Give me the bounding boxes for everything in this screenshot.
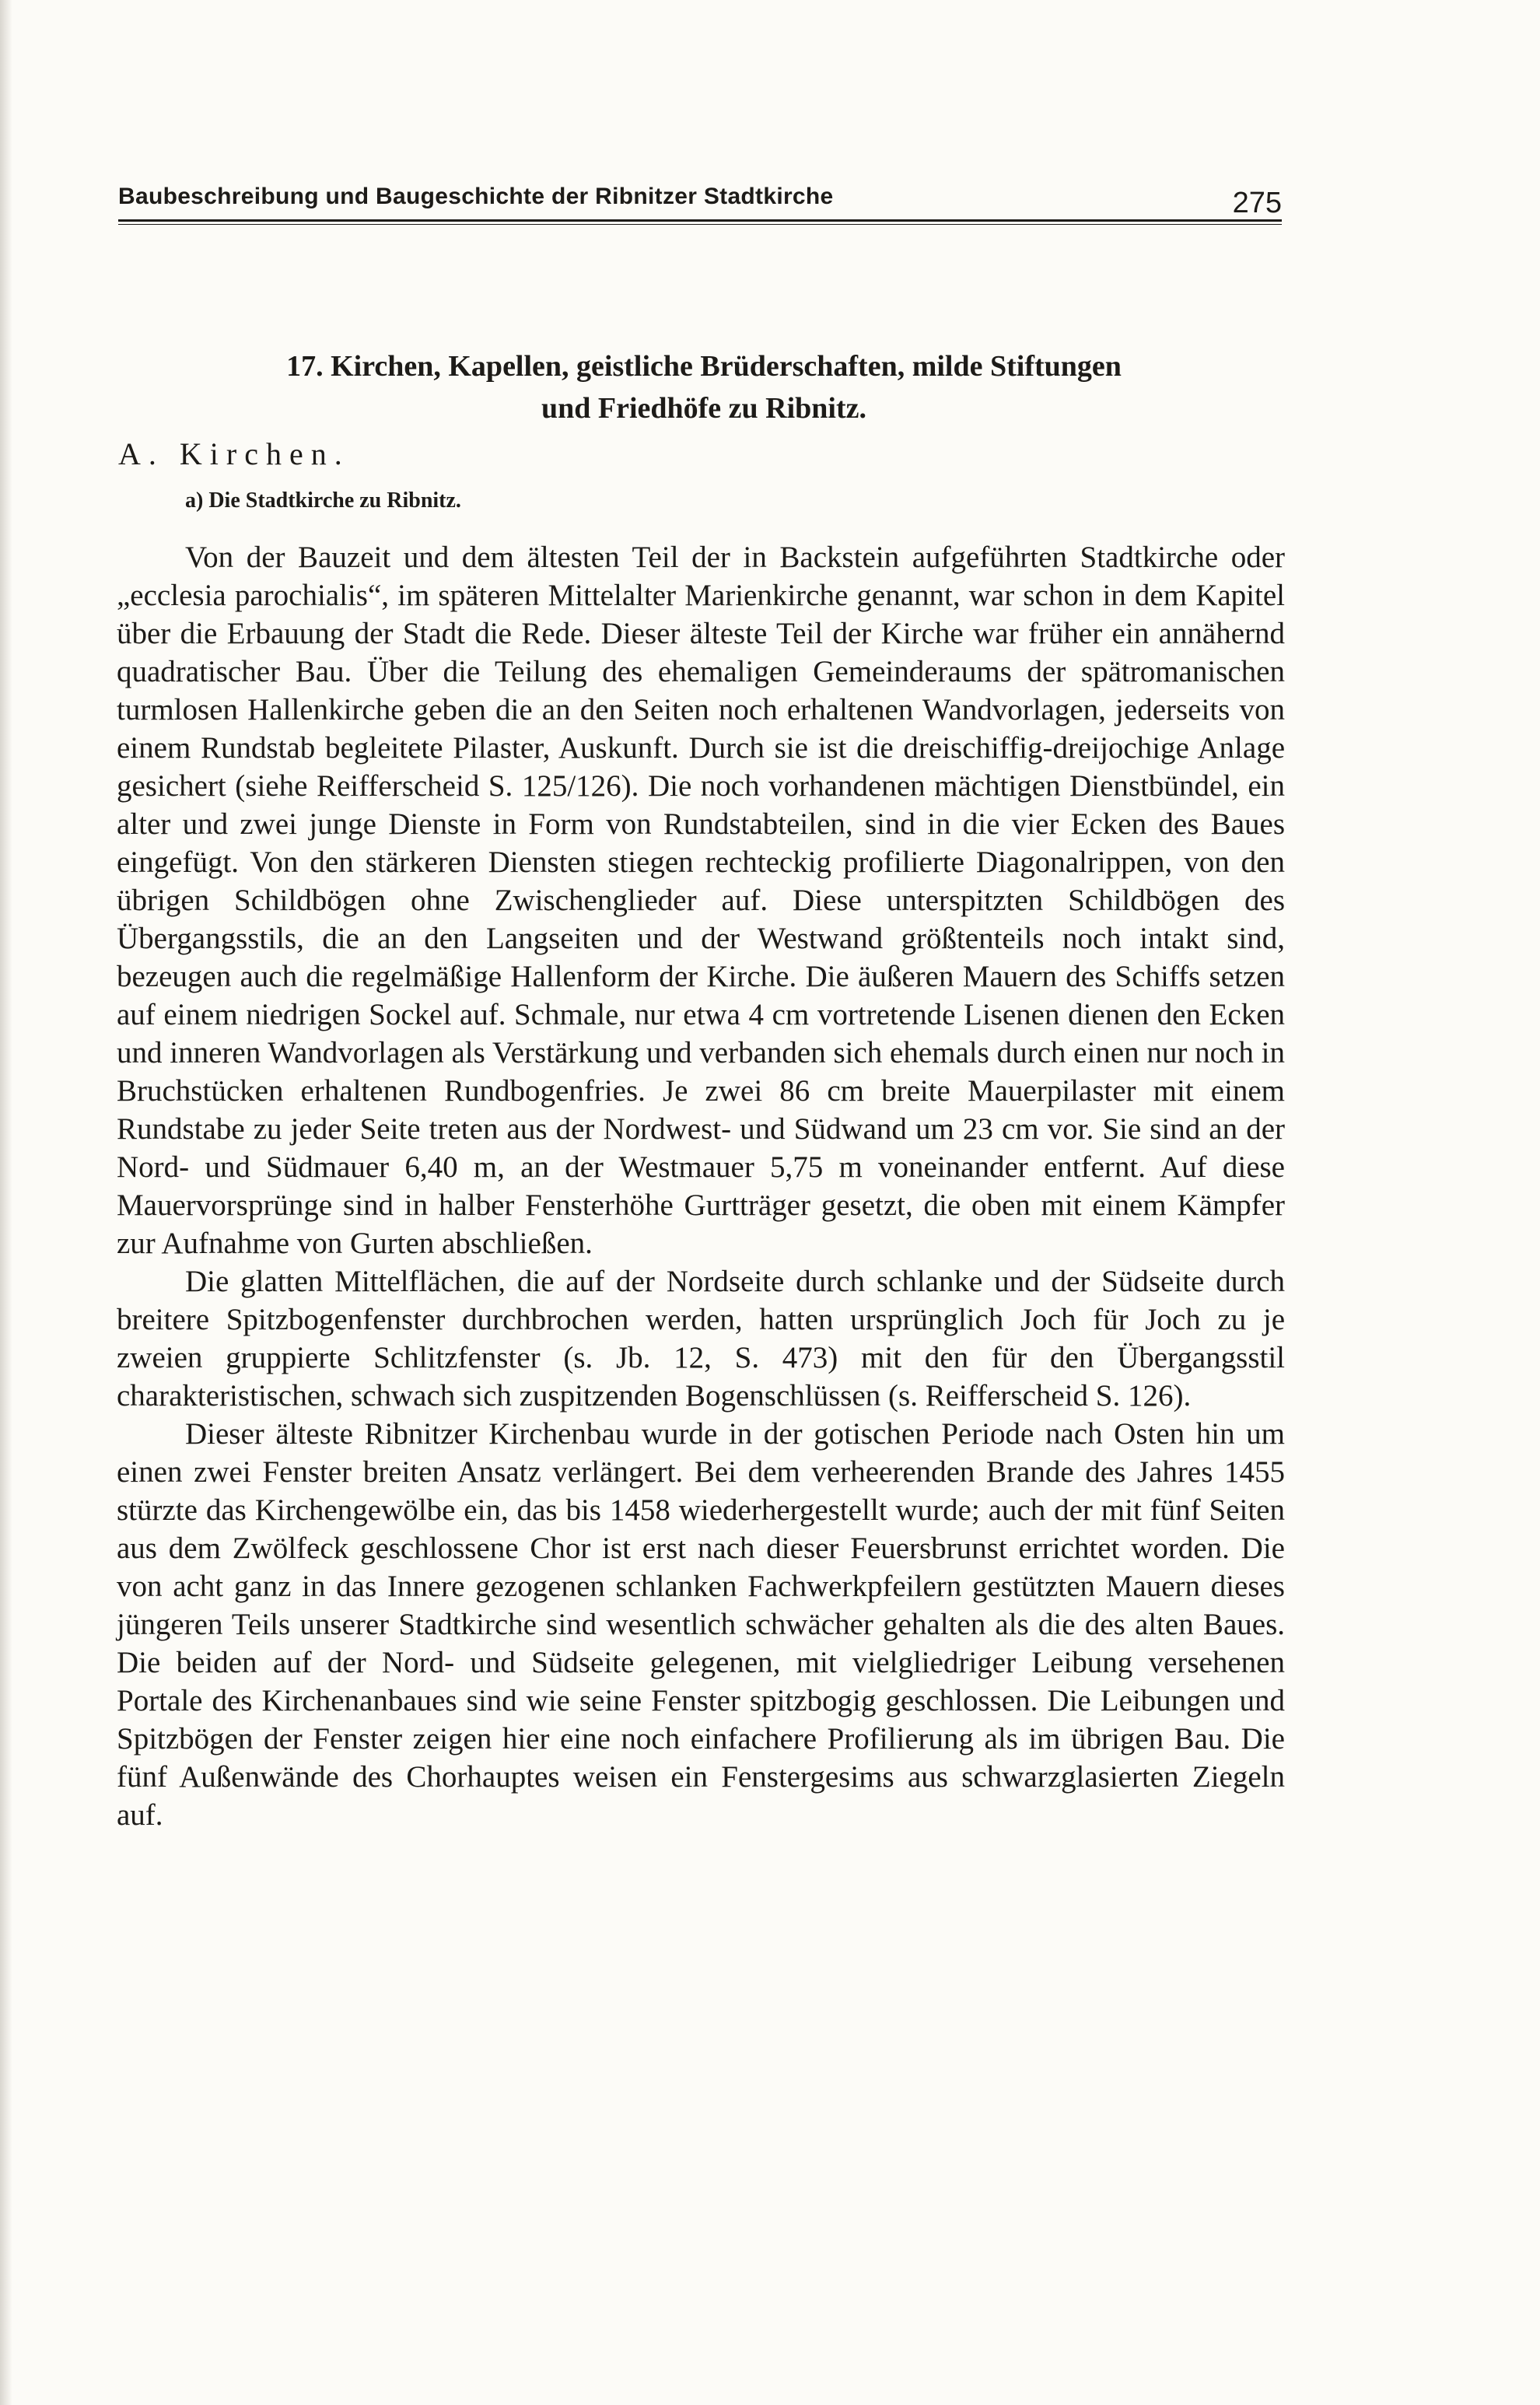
section-heading: A. Kirchen. (118, 436, 350, 471)
running-title: Baubeschreibung und Baugeschichte der Ribnitzer Stadtkirche (118, 184, 834, 209)
paragraph: Von der Bauzeit und dem ältesten Teil der in Backstein aufgeführten Stadtkirche oder „ecclesia parochialis“, im späteren Mittelalter Marienkirche genannt, war schon in dem Kapitel über die Erbauung der Stadt die Rede. Dieser älteste Teil der Kirche war früher ein annähernd quadratischer Bau. Über die Teilung des ehemaligen Gemeinderaums der spätromanischen turmlosen Hallenkirche geben die an den Seiten noch erhaltenen Wandvorlagen, jederseits von einem Rundstab begleitete Pilaster, Auskunft. Durch sie ist die dreischiffig-dreijochige Anlage gesichert (siehe Reifferscheid S. 125/126). Die noch vorhandenen mächtigen Dienstbündel, ein alter und zwei junge Dienste in Form von Rundstabteilen, sind in die vier Ecken des Baues eingefügt. Von den stärkeren Diensten stiegen rechteckig profilierte Diagonalrippen, von den übrigen Schildbögen ohne Zwischenglieder auf. Diese unterspitzten Schildbögen des Übergangsstils, die an den Langseiten und der Westwand größtenteils noch intakt sind, bezeugen auch die regelmäßige Hallenform der Kirche. Die äußeren Mauern des Schiffs setzen auf einem niedrigen Sockel auf. Schmale, nur etwa 4 cm vortretende Lisenen dienen den Ecken und inneren Wandvorlagen als Verstärkung und verbanden sich ehemals durch einen nur noch in Bruchstücken erhaltenen Rundbogenfries. Je zwei 86 cm breite Mauerpilaster mit einem Rundstabe zu jeder Seite treten aus der Nordwest- und Südwand um 23 cm vor. Sie sind an der Nord- und Südmauer 6,40 m, an der Westmauer 5,75 m voneinander entfernt. Auf diese Mauervorsprünge sind in halber Fensterhöhe Gurtträger gesetzt, die oben mit einem Kämpfer zur Aufnahme von Gurten abschließen. (117, 541, 1285, 1260)
body-text (117, 538, 1285, 1834)
header-rule (118, 219, 1282, 225)
chapter-title-line-1: 17. Kirchen, Kapellen, geistliche Brüderschaften, milde Stiftungen (286, 350, 1122, 383)
paragraph: Die glatten Mittelflächen, die auf der Nordseite durch schlanke und der Südseite durch breitere Spitzbogenfenster durchbrochen werden, hatten ursprünglich Joch für Joch zu je zweien gruppierte Schlitzfenster (s. Jb. 12, S. 473) mit den für den Übergangsstil charakteristischen, schwach sich zuspitzenden Bogenschlüssen (s. Reifferscheid S. 126). (117, 1265, 1285, 1413)
chapter-heading (163, 345, 1244, 429)
running-header (118, 176, 1282, 222)
chapter-title-line-2: und Friedhöfe zu Ribnitz. (541, 392, 867, 425)
paragraph: Dieser älteste Ribnitzer Kirchenbau wurde in der gotischen Periode nach Osten hin um einen zwei Fenster breiten Ansatz verlängert. Bei dem verheerenden Brande des Jahres 1455 stürzte das Kirchengewölbe ein, das bis 1458 wiederhergestellt wurde; auch der mit fünf Seiten aus dem Zwölfeck geschlossene Chor ist erst nach dieser Feuersbrunst errichtet worden. Die von acht ganz in das Innere gezogenen schlanken Fachwerkpfeilern gestützten Mauern dieses jüngeren Teils unserer Stadtkirche sind wesentlich schwächer gehalten als die des alten Baues. Die beiden auf der Nord- und Südseite gelegenen, mit vielgliedriger Leibung versehenen Portale des Kirchenanbaues sind wie seine Fenster spitzbogig geschlossen. Die Leibungen und Spitzbögen der Fenster zeigen hier eine noch einfachere Profilierung als im übrigen Bau. Die fünf Außenwände des Chorhauptes weisen ein Fenstergesims aus schwarzglasierten Ziegeln auf. (117, 1417, 1285, 1832)
page-number: 275 (1232, 187, 1282, 219)
subsection-heading: a) Die Stadtkirche zu Ribnitz. (185, 488, 461, 513)
